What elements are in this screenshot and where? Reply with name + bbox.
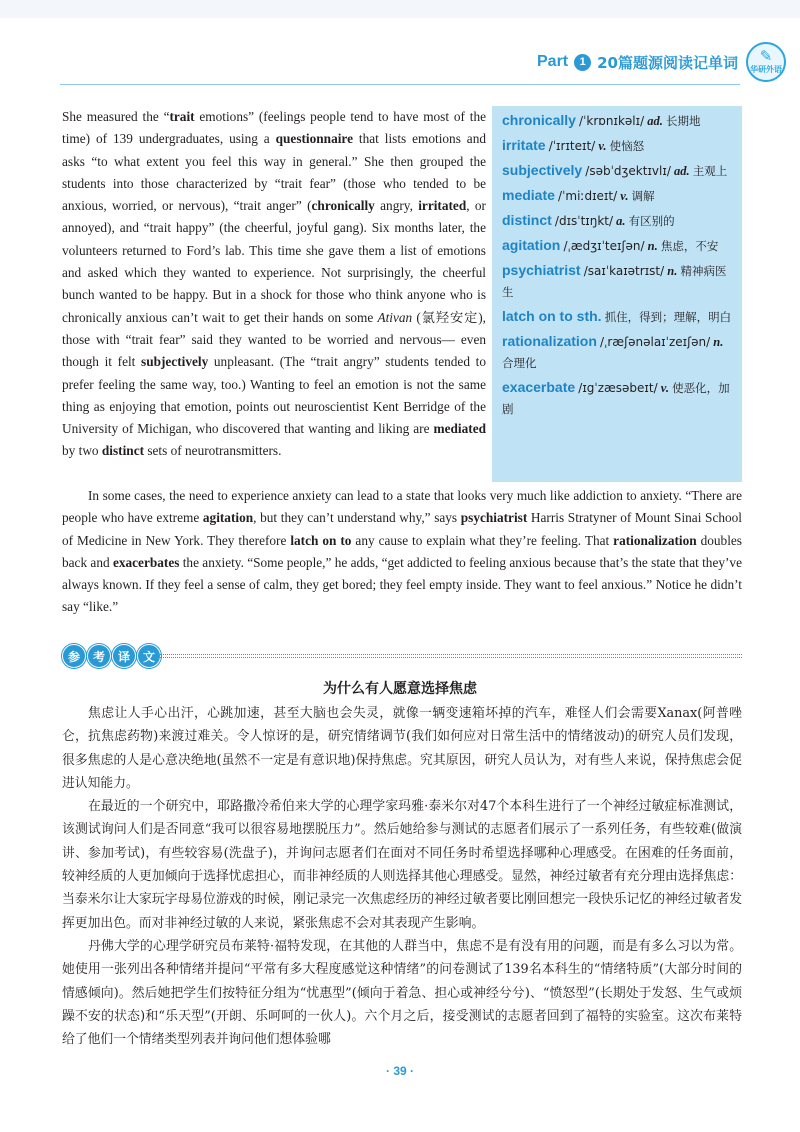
- vocab-pos: n.: [647, 239, 658, 253]
- text-run: that lists emotions and asks “to what extent you feel this way in general.” She then grouped the students into those characterized by “trait fear” (those who tended to be anxious, worried, or nervous), “trait anger” (: [62, 131, 486, 214]
- vocab-item: [502, 306, 734, 328]
- text-run: , but they can’t understand why,” says: [253, 510, 461, 526]
- keyword: rationalization: [613, 532, 697, 548]
- vocab-item: [502, 160, 734, 182]
- vocab-phonetic: /dɪsˈtɪŋkt/: [554, 214, 614, 228]
- vocab-meaning: 主观上: [692, 164, 728, 178]
- vocab-item: [502, 260, 734, 303]
- vocab-phonetic: /səbˈdʒektɪvlɪ/: [585, 164, 671, 178]
- translation-badge: [62, 644, 162, 668]
- keyword: exacerbates: [112, 554, 180, 570]
- text-run: In some cases, the need to experience anxiety can lead to a state that looks very much like addiction to anxiety. “There are people who have extreme: [62, 488, 742, 526]
- vocab-phonetic: /ˈmiːdɪeɪt/: [558, 189, 618, 203]
- vocab-word: latch on to sth.: [502, 308, 602, 324]
- keyword: irritated: [418, 198, 467, 214]
- badge-char: 考: [87, 644, 111, 668]
- vocab-phonetic: /ˌræʃənəlaɪˈzeɪʃən/: [600, 335, 711, 349]
- badge-char: 译: [112, 644, 136, 668]
- translation-paragraph: 焦虑让人手心出汗，心跳加速，甚至大脑也会失灵，就像一辆变速箱坏掉的汽车，难怪人们会需要Xanax(阿普唑仑，抗焦虑药物)来渡过难关。令人惊讶的是，研究情绪调节(我们如何应对日常生活中的情绪波动)的研究人员们发现，很多焦虑的人是心意决绝地(虽然不一定是有意识地)保持焦虑。究其原因，研究人员认为，对有些人来说，保持焦虑会促进认知能力。: [62, 706, 742, 791]
- english-p2-text: [62, 485, 742, 619]
- text-run: , or annoyed), and “trait happy” (the cheerful, joyful gang). Six months later, the volunteers returned to Ford’s lab. This time she gave them a list of emotions and asked which they wanted to experience. Not surprisingly, the cheerful bunch wanted to be happy. But in a shock for those who think anyone who is chronically anxious can’t wait to get their hands on some: [62, 198, 486, 325]
- vocab-item: [502, 185, 734, 207]
- vocab-pos: n.: [667, 264, 678, 278]
- vocab-meaning: 长期地: [666, 114, 701, 128]
- vocab-pos: v.: [660, 381, 669, 395]
- header-rule: [60, 84, 740, 85]
- keyword: trait: [169, 109, 195, 124]
- section-title: 20篇题源阅读记单词: [597, 53, 738, 72]
- page-header: [537, 42, 786, 82]
- text-run: Harris Stratyner of Mount Sinai School of Medicine in New York. They therefore: [62, 510, 742, 548]
- vocab-meaning: 使恶化，加剧: [502, 381, 730, 416]
- text-run: angry,: [374, 198, 419, 214]
- text-run: emotions” (feelings people tend to have most of the time) of 139 undergraduates, using a: [62, 109, 486, 147]
- vocab-item: [502, 135, 734, 157]
- vocab-meaning: 焦虑，不安: [660, 239, 719, 253]
- vocab-meaning: 有区别的: [628, 214, 675, 228]
- english-paragraph-2: [62, 485, 742, 619]
- section-divider: [160, 654, 742, 655]
- page-number: · 39 ·: [385, 1064, 414, 1078]
- translation-section-header: [62, 643, 162, 669]
- vocab-phonetic: /ˈɪrɪteɪt/: [548, 139, 596, 153]
- text-run: (氯羟安定), those with “trait fear” said they wanted to be worried and nervous— even though it felt: [62, 309, 486, 370]
- book-icon: ✎: [759, 48, 773, 65]
- translation-title: 为什么有人愿意选择焦虑: [323, 681, 477, 697]
- vocab-phonetic: /ˌædʒɪˈteɪʃən/: [563, 239, 645, 253]
- keyword: mediated: [433, 421, 486, 437]
- badge-char: 文: [137, 644, 161, 668]
- part-number-badge: 1: [574, 54, 591, 71]
- vocab-pos: n.: [713, 335, 724, 349]
- vocab-meaning: 合理化: [502, 356, 537, 370]
- vocab-word: irritate: [502, 137, 546, 153]
- vocabulary-box: [492, 106, 742, 482]
- vocab-pos: v.: [620, 189, 629, 203]
- drug-name: Ativan: [377, 309, 413, 325]
- vocab-meaning: 使恼怒: [609, 139, 645, 153]
- english-paragraph-1: [62, 106, 486, 463]
- text-run: the anxiety. “Some people,” he adds, “get addicted to feeling anxious because that’s the state that they’ve always known. If they feel a sense of calm, they get bored; they feel empty inside. They want to feel anxious.” Notice he didn’t say “like.”: [62, 554, 742, 615]
- vocab-item: [502, 331, 734, 374]
- part-label: Part: [537, 53, 569, 70]
- keyword: distinct: [101, 443, 145, 459]
- text-run: doubles back and: [62, 532, 742, 570]
- keyword: chronically: [311, 198, 375, 214]
- keyword: questionnaire: [275, 131, 353, 147]
- text-run: by two: [62, 443, 102, 459]
- keyword: latch on to: [290, 532, 352, 548]
- vocab-pos: ad.: [647, 114, 663, 128]
- badge-char: 参: [62, 644, 86, 668]
- section-divider: [160, 657, 742, 658]
- vocab-word: distinct: [502, 212, 552, 228]
- translation-body: [62, 702, 742, 1051]
- vocab-item: [502, 235, 734, 257]
- publisher-logo: [746, 42, 786, 82]
- vocab-phonetic: /ˈkrɒnɪkəlɪ/: [579, 114, 645, 128]
- translation-paragraph: 在最近的一个研究中，耶路撒冷希伯来大学的心理学家玛雅·泰米尔对47个本科生进行了一个神经过敏症标准测试，该测试询问人们是否同意“我可以很容易地摆脱压力”。然后她给参与测试的志愿者们展示了一系列任务，有些较难(做演讲、参加考试)，有些较容易(洗盘子)，并询问志愿者们在面对不同任务时希望选择哪种心理感受。在困难的任务面前，较神经质的人更加倾向于选择忧虑担心，而非神经质的人则选择其他心理感受。显然，神经过敏者有充分理由选择焦虑：当泰米尔让大家玩字母易位游戏的时候，刚记录完一次焦虑经历的神经过敏者要比刚回想完一段快乐记忆的神经过敏者发挥更加出色。而对非神经过敏的人来说，紧张焦虑不会对其表现产生影响。: [62, 799, 742, 931]
- logo-text: 华研外语: [750, 64, 782, 74]
- vocab-pos: a.: [616, 214, 626, 228]
- vocab-word: mediate: [502, 187, 555, 203]
- vocab-word: chronically: [502, 112, 576, 128]
- vocab-meaning: 精神病医生: [502, 264, 727, 299]
- text-run: sets of neurotransmitters.: [144, 443, 282, 459]
- vocab-word: agitation: [502, 237, 561, 253]
- vocab-pos: v.: [598, 139, 607, 153]
- keyword: subjectively: [141, 354, 209, 370]
- vocab-word: subjectively: [502, 162, 583, 178]
- vocab-word: psychiatrist: [502, 262, 581, 278]
- top-edge-strip: [0, 0, 800, 18]
- vocab-pos: ad.: [673, 164, 690, 178]
- vocab-item: [502, 110, 734, 132]
- vocab-word: rationalization: [502, 333, 597, 349]
- keyword: psychiatrist: [460, 510, 528, 526]
- text-run: any cause to explain what they’re feeling. That: [351, 532, 614, 548]
- english-p1-text: [62, 106, 486, 463]
- translation-paragraph: 丹佛大学的心理学研究员布莱特·福特发现，在其他的人群当中，焦虑不是有没有用的问题，而是有多么习以为常。她使用一张列出各种情绪并提问“平常有多大程度感觉这种情绪”的问卷测试了139名本科生的“情绪特质”(大部分时间的情感倾向)。然后她把学生们按特征分组为“忧惠型”(倾向于着急、担心或神经兮兮)、“愤怒型”(长期处于发怒、生气或烦躁不安的状态)和“乐天型”(开朗、乐呵呵的一伙人)。六个月之后，接受测试的志愿者回到了福特的实验室。这次布莱特给了他们一个情绪类型列表并询问他们想体验哪: [62, 938, 742, 1048]
- text-run: unpleasant. (The “trait angry” students tended to prefer feeling the same way, too.) Wanting to feel an emotion is not the same thing as enjoying that emotion, points out neuroscientist Kent Berridge of the University of Michigan, who discovered that wanting and liking are: [62, 354, 486, 437]
- vocab-phonetic: /ɪgˈzæsəbeɪt/: [578, 381, 658, 395]
- keyword: agitation: [202, 510, 254, 526]
- vocab-meaning: 抓住，得到；理解，明白: [604, 310, 732, 324]
- vocab-item: [502, 210, 734, 232]
- vocab-item: [502, 377, 734, 420]
- text-run: She measured the “: [62, 109, 170, 124]
- vocab-word: exacerbate: [502, 379, 576, 395]
- vocab-meaning: 调解: [631, 189, 655, 203]
- vocab-phonetic: /saɪˈkaɪətrɪst/: [583, 264, 665, 278]
